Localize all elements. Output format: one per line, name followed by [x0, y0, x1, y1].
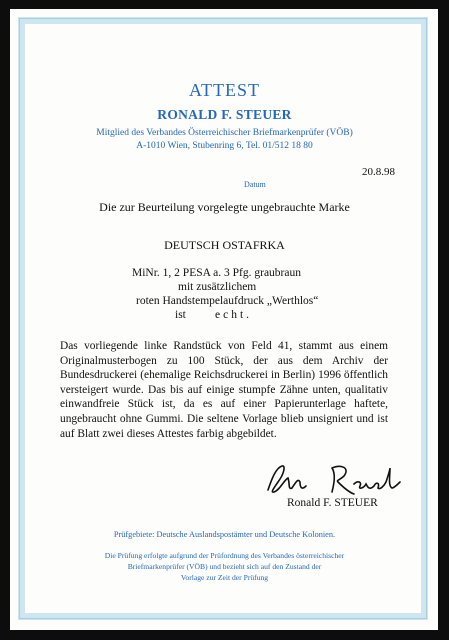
stamp-line-2: mit zusätzlichem	[178, 281, 257, 293]
stamp-line-4-ist: ist	[175, 309, 186, 321]
intro-text: Die zur Beurteilung vorgelegte ungebrauchte Marke	[99, 200, 350, 214]
description-paragraph: Das vorliegende linke Randstück von Feld 41, stammt aus einem Originalmusterbogen zu 100 Stück, der aus dem Archiv der Bundesdruckerei (ehemalige Reichsdruckerei in Berlin) 1996 öffentlich versteigert wurde. Das bis auf einige stumpfe Zähne unten, qualitativ einwandfreie Stück ist, da es auf einer Papierunterlage haftete, ungebraucht ohne Gummi. Die seltene Vorlage blieb unsigniert und ist auf Blatt zwei dieses Attestes farbig abgebildet.	[60, 340, 388, 440]
footer-line-3: Vorlage zur Zeit der Prüfung	[180, 573, 269, 582]
date-value: 20.8.98	[362, 166, 395, 178]
membership-line: Mitglied des Verbandes Österreichischer Briefmarkenprüfer (VÖB)	[96, 128, 353, 138]
footer-line-2: Briefmarkenprüfer (VÖB) und bezieht sich auf den Zustand der	[127, 562, 322, 571]
footer-line-1: Die Prüfung erfolgte aufgrund der Prüfordnung des Verbandes österreichischer	[104, 551, 345, 560]
stamp-line-3: roten Handstempelaufdruck „Werthlos“	[136, 295, 319, 307]
pruefgebiete-line: Prüfgebiete: Deutsche Auslandspostämter und Deutsche Kolonien.	[113, 530, 336, 539]
country-heading: DEUTSCH OSTAFRKA	[164, 238, 285, 252]
handwritten-signature	[262, 460, 412, 500]
stamp-line-1: MiNr. 1, 2 PESA a. 3 Pfg. graubraun	[132, 267, 301, 279]
examiner-name: RONALD F. STEUER	[157, 107, 292, 122]
address-line: A-1010 Wien, Stubenring 6, Tel. 01/512 18 80	[136, 141, 313, 151]
stamp-line-4-echt: echt.	[215, 309, 253, 321]
date-label: Datum	[244, 180, 266, 189]
certificate-title: ATTEST	[189, 80, 260, 100]
signer-name: Ronald F. STEUER	[287, 497, 378, 509]
